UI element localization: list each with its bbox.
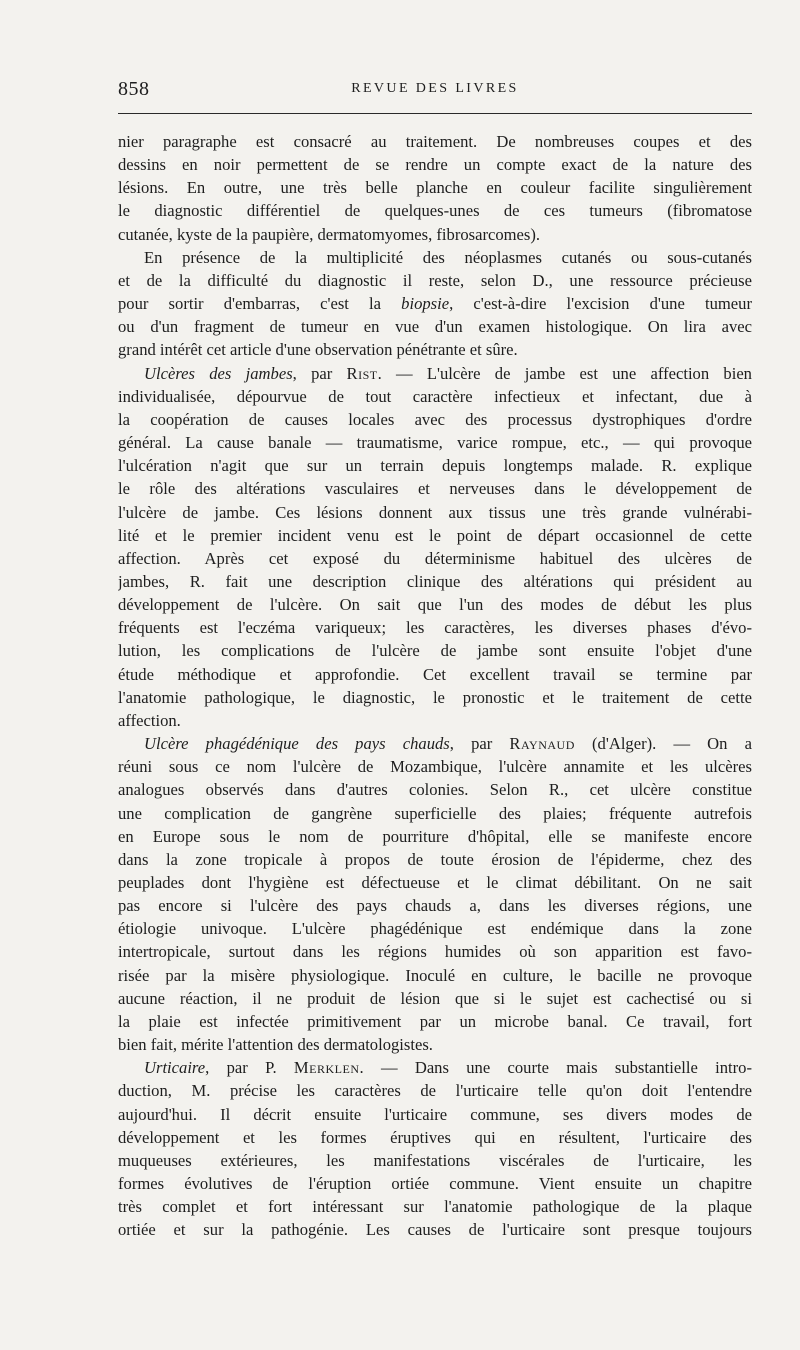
text-line: pour sortir d'embarras, c'est la biopsie, c'est-à-dire l'excision d'une tumeur xyxy=(118,294,752,314)
italic-title: Ulcères des jambes xyxy=(144,363,293,383)
text-line: muqueuses extérieures, les manifestations viscérales de l'urticaire, les xyxy=(118,1150,752,1170)
text-line: étiologie univoque. L'ulcère phagédénique est endémique dans la zone xyxy=(118,919,752,939)
text-line: dans la zone tropicale à propos de toute érosion de l'épiderme, chez des xyxy=(118,849,752,869)
page-header xyxy=(118,78,752,102)
author-name: Merklen xyxy=(293,1058,360,1078)
page-number: 858 xyxy=(118,78,150,100)
text-line: en Europe sous le nom de pourriture d'hôpital, elle se manifeste encore xyxy=(118,826,752,846)
italic-title: biopsie xyxy=(401,294,450,314)
text-line: formes évolutives de l'éruption ortiée commune. Vient ensuite un chapitre xyxy=(118,1174,752,1194)
text-line: l'ulcère de jambe. Ces lésions donnent aux tissus une très grande vulnérabi- xyxy=(118,502,752,522)
text-line: développement et les formes éruptives qui en résultent, l'urticaire des xyxy=(118,1127,752,1147)
text-line: grand intérêt cet article d'une observation pénétrante et sûre. xyxy=(118,340,518,360)
text-line: ou d'un fragment de tumeur en vue d'un examen histologique. On lira avec xyxy=(118,317,752,337)
text-line: le rôle des altérations vasculaires et nerveuses dans le développement de xyxy=(118,479,752,499)
text-line: cutanée, kyste de la paupière, dermatomyomes, fibrosarcomes). xyxy=(118,224,541,244)
text-line: En présence de la multiplicité des néoplasmes cutanés ou sous-cutanés xyxy=(144,247,752,267)
text-line: le diagnostic différentiel de quelques-unes de ces tumeurs (fibromatose xyxy=(118,201,752,221)
text-line: nier paragraphe est consacré au traitement. De nombreuses coupes et des xyxy=(118,132,752,151)
running-head: REVUE DES LIVRES xyxy=(351,81,519,96)
text-line: peuplades dont l'hygiène est défectueuse et le climat débilitant. On ne sait xyxy=(118,873,752,892)
text-line: aujourd'hui. Il décrit ensuite l'urticaire commune, ses divers modes de xyxy=(118,1104,752,1124)
text-line: Ulcères des jambes, par Rist. — L'ulcère de jambe est une affection bien xyxy=(144,363,752,383)
text-line: bien fait, mérite l'attention des dermatologistes. xyxy=(118,1035,433,1055)
text-line: l'anatomie pathologique, le diagnostic, le pronostic et le traitement de cette xyxy=(118,687,752,707)
body-text xyxy=(118,130,752,1242)
text-line: la coopération de causes locales avec des processus dystrophiques d'ordre xyxy=(118,409,752,429)
text-line: la plaie est infectée primitivement par un microbe banal. Ce travail, fort xyxy=(118,1011,752,1031)
text-line: risée par la misère physiologique. Inoculé en culture, le bacille ne provoque xyxy=(118,965,752,985)
text-line: général. La cause banale — traumatisme, varice rompue, etc., — qui provoque xyxy=(118,433,752,453)
text-line: dessins en noir permettent de se rendre un compte exact de la nature des xyxy=(118,155,752,175)
text-line: analogues observés dans d'autres colonies. Selon R., cet ulcère constitue xyxy=(118,780,752,800)
text-line: duction, M. précise les caractères de l'urticaire telle qu'on doit l'entendre xyxy=(118,1081,752,1101)
text-line: développement de l'ulcère. On sait que l'un des modes de début les plus xyxy=(118,595,752,615)
text-line: une complication de gangrène superficielle des plaies; fréquente autrefois xyxy=(118,803,752,823)
text-line: très complet et fort intéressant sur l'anatomie pathologique de la plaque xyxy=(118,1197,752,1217)
text-line: lution, les complications de l'ulcère de jambe sont ensuite l'objet d'une xyxy=(118,641,752,661)
text-line: lité et le premier incident venu est le point de départ occasionnel de cette xyxy=(118,525,752,545)
text-line: aucune réaction, il ne produit de lésion que si le sujet est cachectisé ou si xyxy=(118,988,752,1008)
text-line: réuni sous ce nom l'ulcère de Mozambique, l'ulcère annamite et les ulcères xyxy=(118,757,752,777)
italic-title: Urticaire xyxy=(144,1058,206,1078)
text-line: Ulcère phagédénique des pays chauds, par Raynaud (d'Alger). — On a xyxy=(144,734,752,754)
text-line: et de la difficulté du diagnostic il reste, selon D., une ressource précieuse xyxy=(118,270,752,290)
text-line: lésions. En outre, une très belle planche en couleur facilite singulièrement xyxy=(118,178,752,198)
text-line: individualisée, dépourvue de tout caractère infectieux et infectant, due à xyxy=(118,386,752,406)
text-line: fréquents est l'eczéma variqueux; les caractères, les diverses phases d'évo- xyxy=(118,618,752,638)
header-rule xyxy=(118,113,752,114)
text-line: jambes, R. fait une description clinique des altérations qui président au xyxy=(118,571,752,591)
text-line: affection. Après cet exposé du déterminisme habituel des ulcères de xyxy=(118,548,752,568)
italic-title: Ulcère phagédénique des pays chauds xyxy=(144,734,450,754)
text-line: pas encore si l'ulcère des pays chauds a, dans les diverses régions, une xyxy=(118,896,752,916)
text-line: étude méthodique et approfondie. Cet excellent travail se termine par xyxy=(118,664,752,684)
text-line: affection. xyxy=(118,710,181,730)
text-line: ortiée et sur la pathogénie. Les causes de l'urticaire sont presque toujours xyxy=(118,1220,752,1240)
author-name: Rist xyxy=(346,363,378,383)
text-line: intertropicale, surtout dans les régions humides où son apparition est favo- xyxy=(118,942,752,962)
text-line: l'ulcération n'agit que sur un terrain depuis longtemps malade. R. explique xyxy=(118,456,752,476)
author-name: Raynaud xyxy=(509,734,575,754)
text-line: Urticaire, par P. Merklen. — Dans une courte mais substantielle intro- xyxy=(144,1058,752,1078)
